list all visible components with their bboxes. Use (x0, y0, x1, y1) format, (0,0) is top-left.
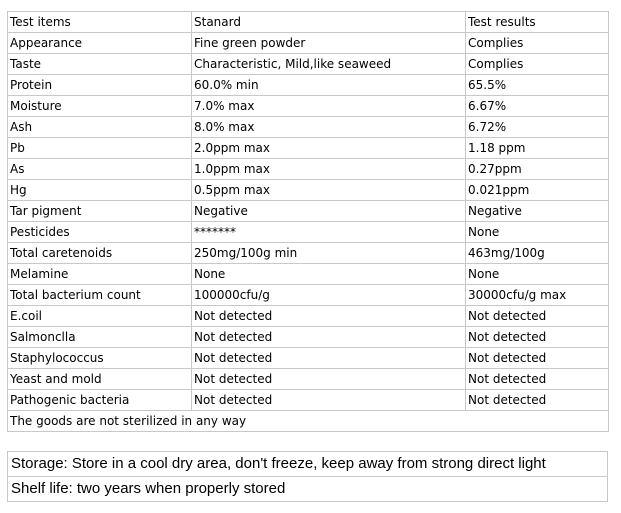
cell-result: 0.021ppm (466, 180, 609, 201)
cell-standard: None (192, 264, 466, 285)
cell-item: E.coil (8, 306, 192, 327)
header-test-items: Test items (8, 12, 192, 33)
table-row (8, 306, 609, 327)
table-row (8, 180, 609, 201)
cell-item: Total bacterium count (8, 285, 192, 306)
notes-table (7, 451, 608, 502)
table-row (8, 348, 609, 369)
cell-standard: Not detected (192, 348, 466, 369)
cell-item: Melamine (8, 264, 192, 285)
table-row (8, 117, 609, 138)
cell-standard: 60.0% min (192, 75, 466, 96)
table-row (8, 222, 609, 243)
footer-row (8, 411, 609, 432)
cell-item: Tar pigment (8, 201, 192, 222)
cell-standard: 7.0% max (192, 96, 466, 117)
cell-standard: Characteristic, Mild,like seaweed (192, 54, 466, 75)
table-row (8, 264, 609, 285)
cell-item: As (8, 159, 192, 180)
shelf-life-row (8, 477, 608, 502)
cell-result: 463mg/100g (466, 243, 609, 264)
spec-table (7, 11, 609, 432)
cell-item: Salmonclla (8, 327, 192, 348)
cell-item: Pesticides (8, 222, 192, 243)
table-row (8, 327, 609, 348)
cell-standard: 1.0ppm max (192, 159, 466, 180)
table-row (8, 96, 609, 117)
table-row (8, 159, 609, 180)
table-row (8, 75, 609, 96)
table-row (8, 54, 609, 75)
cell-result: 6.72% (466, 117, 609, 138)
cell-result: 6.67% (466, 96, 609, 117)
header-row (8, 12, 609, 33)
cell-result: 1.18 ppm (466, 138, 609, 159)
cell-standard: 250mg/100g min (192, 243, 466, 264)
table-row (8, 285, 609, 306)
cell-item: Ash (8, 117, 192, 138)
cell-item: Pathogenic bacteria (8, 390, 192, 411)
header-standard: Stanard (192, 12, 466, 33)
cell-result: Not detected (466, 369, 609, 390)
cell-item: Pb (8, 138, 192, 159)
table-row (8, 243, 609, 264)
cell-result: Not detected (466, 327, 609, 348)
cell-standard: 2.0ppm max (192, 138, 466, 159)
cell-result: Not detected (466, 306, 609, 327)
cell-standard: Not detected (192, 369, 466, 390)
cell-result: 65.5% (466, 75, 609, 96)
cell-item: Protein (8, 75, 192, 96)
cell-standard: Fine green powder (192, 33, 466, 54)
cell-item: Appearance (8, 33, 192, 54)
shelf-life-note: Shelf life: two years when properly stored (8, 477, 608, 502)
cell-result: Complies (466, 54, 609, 75)
cell-standard: 8.0% max (192, 117, 466, 138)
cell-result: Not detected (466, 348, 609, 369)
cell-result: 30000cfu/g max (466, 285, 609, 306)
cell-standard: ******* (192, 222, 466, 243)
storage-note: Storage: Store in a cool dry area, don't freeze, keep away from strong direct light (8, 452, 608, 477)
cell-standard: Not detected (192, 306, 466, 327)
cell-result: Negative (466, 201, 609, 222)
table-row (8, 138, 609, 159)
cell-item: Staphylococcus (8, 348, 192, 369)
cell-standard: Not detected (192, 390, 466, 411)
cell-result: 0.27ppm (466, 159, 609, 180)
table-row (8, 33, 609, 54)
footer-note: The goods are not sterilized in any way (8, 411, 609, 432)
cell-item: Taste (8, 54, 192, 75)
cell-item: Yeast and mold (8, 369, 192, 390)
table-row (8, 201, 609, 222)
storage-row (8, 452, 608, 477)
table-row (8, 369, 609, 390)
header-test-results: Test results (466, 12, 609, 33)
cell-standard: 0.5ppm max (192, 180, 466, 201)
cell-result: None (466, 264, 609, 285)
cell-result: Not detected (466, 390, 609, 411)
cell-result: Complies (466, 33, 609, 54)
cell-standard: Negative (192, 201, 466, 222)
cell-item: Hg (8, 180, 192, 201)
cell-item: Moisture (8, 96, 192, 117)
cell-result: None (466, 222, 609, 243)
spec-table-body (8, 12, 609, 432)
cell-standard: 100000cfu/g (192, 285, 466, 306)
cell-item: Total caretenoids (8, 243, 192, 264)
cell-standard: Not detected (192, 327, 466, 348)
table-row (8, 390, 609, 411)
